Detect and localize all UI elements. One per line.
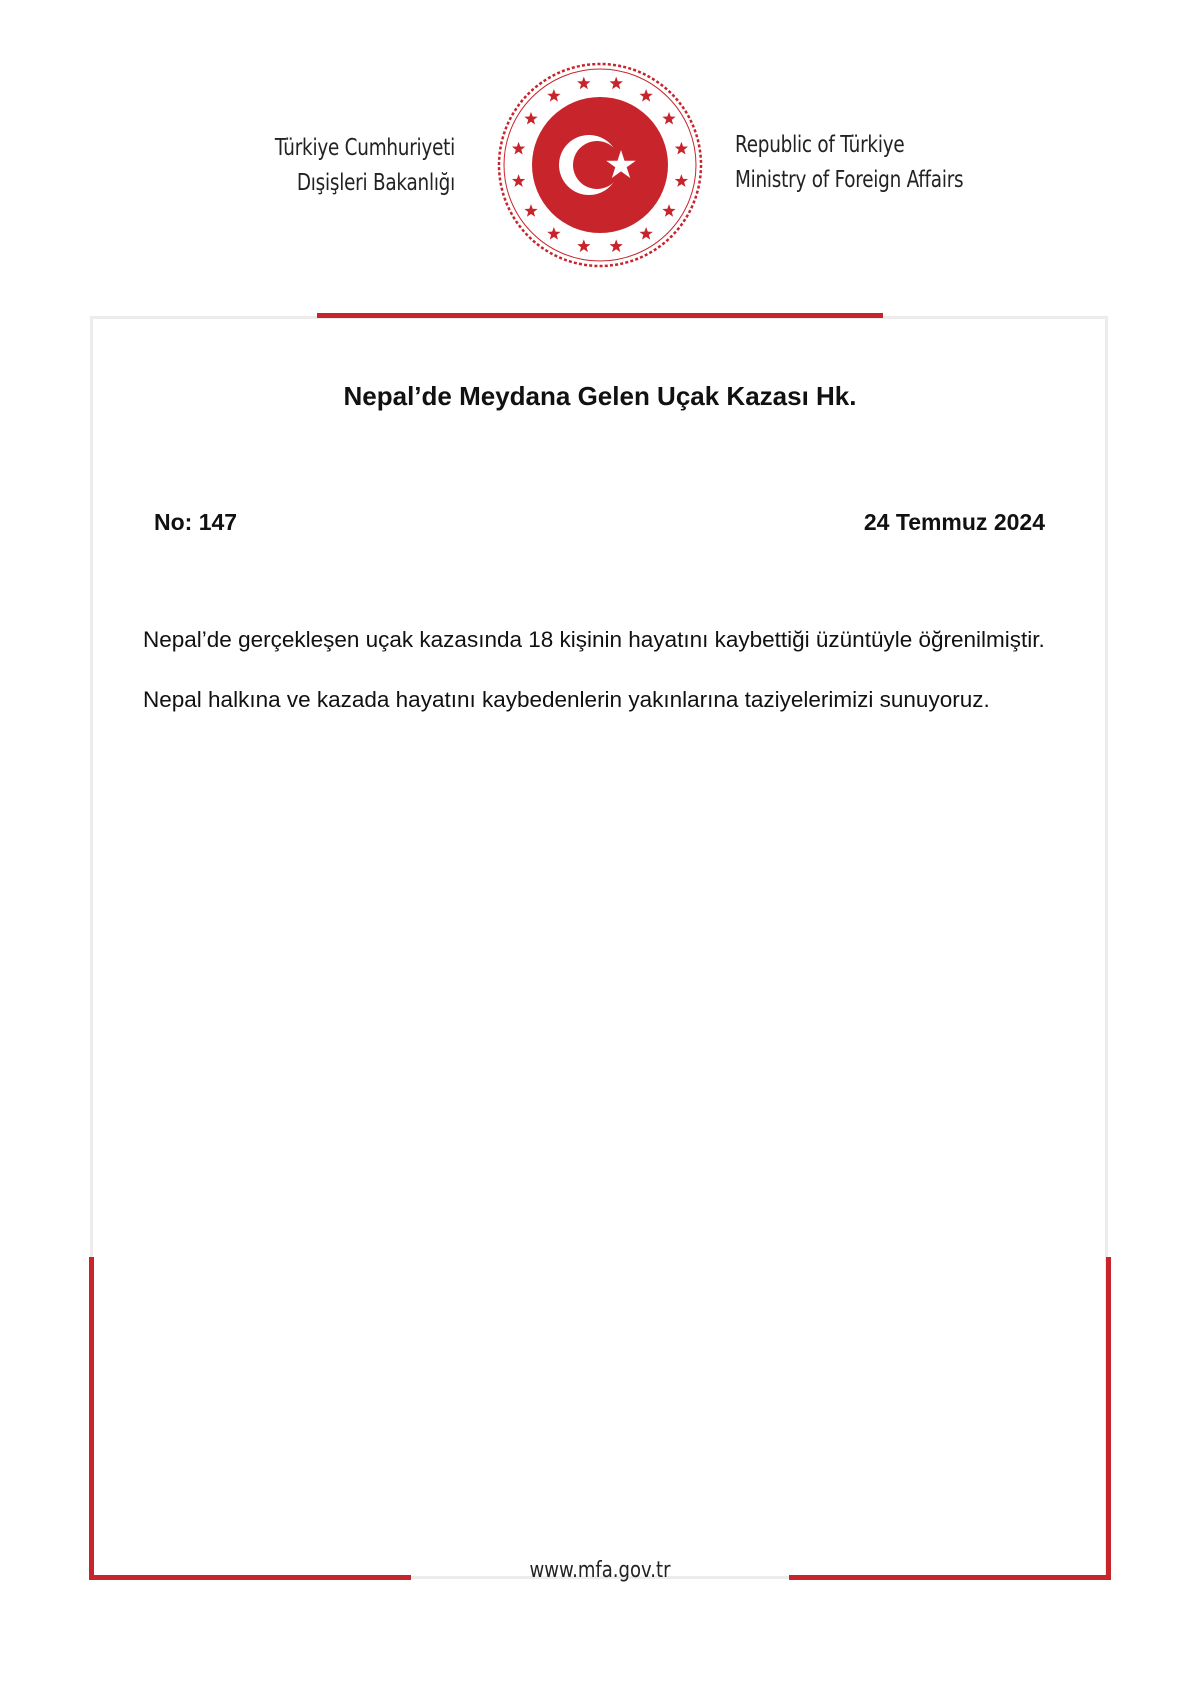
body-paragraph: Nepal’de gerçekleşen uçak kazasında 18 kişinin hayatını kaybettiği üzüntüyle öğrenilmiştir.	[143, 627, 1045, 652]
ministry-name-turkish-line1: Türkiye Cumhuriyeti	[274, 135, 455, 161]
ministry-name-english-line1: Republic of Türkiye	[735, 132, 905, 158]
emblem-star-icon	[662, 112, 675, 125]
emblem-star-icon	[524, 204, 537, 217]
ministry-name-english	[735, 128, 975, 198]
emblem-star-icon	[610, 239, 623, 252]
right-accent-line	[1106, 1257, 1111, 1579]
emblem-star-icon	[675, 142, 688, 155]
emblem-star-icon	[577, 239, 590, 252]
footer-website	[0, 1558, 1200, 1583]
emblem-star-icon	[547, 227, 560, 240]
top-accent-line	[317, 313, 883, 318]
emblem-star-icon	[524, 112, 537, 125]
emblem-star-icon	[577, 77, 590, 90]
document-title: Nepal’de Meydana Gelen Uçak Kazası Hk.	[343, 381, 857, 411]
document-body	[143, 625, 1056, 745]
body-paragraph: Nepal halkına ve kazada hayatını kaybedenlerin yakınlarına taziyelerimizi sunuyoruz.	[143, 687, 990, 712]
ministry-name-turkish	[251, 131, 455, 201]
footer-website-link[interactable]: www.mfa.gov.tr	[529, 1558, 671, 1583]
ministry-emblem-icon	[496, 61, 704, 269]
emblem-star-icon	[639, 89, 652, 102]
ministry-name-turkish-line2: Dışişleri Bakanlığı	[296, 170, 455, 196]
emblem-star-icon	[662, 204, 675, 217]
emblem-star-icon	[675, 174, 688, 187]
emblem-star-icon	[639, 227, 652, 240]
document-number: No: 147	[154, 509, 238, 535]
emblem-star-icon	[512, 174, 525, 187]
emblem-star-icon	[512, 142, 525, 155]
left-accent-line	[89, 1257, 94, 1579]
document-frame	[90, 316, 1108, 1578]
emblem-star-icon	[547, 89, 560, 102]
ministry-name-english-line2: Ministry of Foreign Affairs	[735, 167, 964, 193]
emblem-star-icon	[610, 77, 623, 90]
document-date: 24 Temmuz 2024	[863, 509, 1045, 535]
